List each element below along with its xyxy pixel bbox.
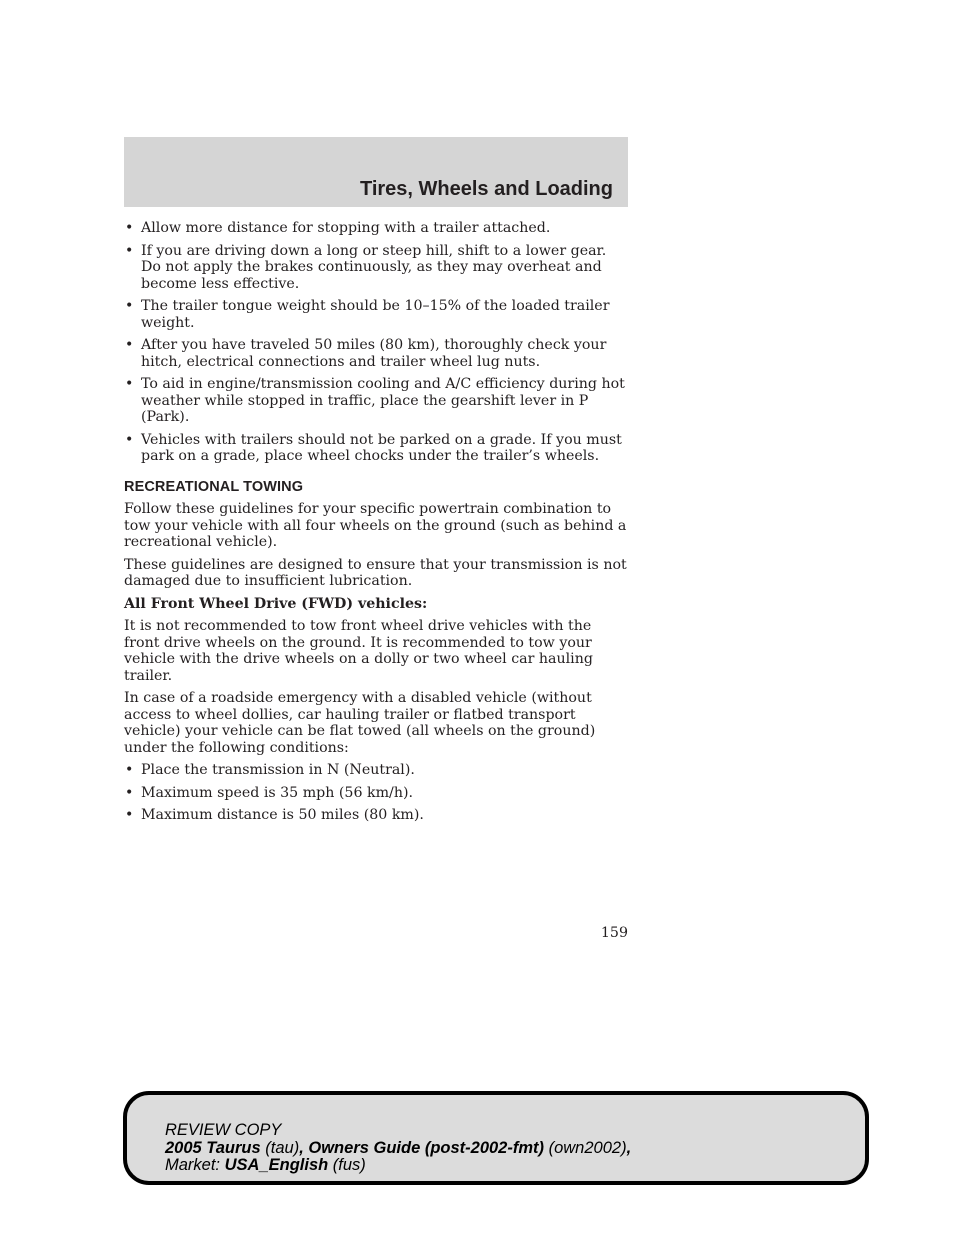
list-item: • If you are driving down a long or steep hill, shift to a lower gear. Do not apply the brakes continuously, as they may overheat and become less effective. (125, 242, 607, 292)
footer-text (165, 1122, 631, 1175)
bullet-icon: • (125, 376, 134, 392)
review-copy-footer (123, 1091, 869, 1185)
bullet-icon: • (125, 242, 134, 259)
bullet-icon: • (125, 220, 134, 236)
bullet-icon: • (125, 807, 134, 823)
footer-review-label: REVIEW COPY (165, 1121, 282, 1139)
paragraph: It is not recommended to tow front wheel drive vehicles with the front drive wheels on the ground. It is recommended to tow your vehicle with the drive wheels on a dolly or two wheel car hauling trailer. (124, 618, 593, 684)
list-item: • Vehicles with trailers should not be parked on a grade. If you must park on a grade, place wheel chocks under the trailer’s wheels. (125, 431, 622, 464)
bullet-icon: • (125, 784, 134, 801)
bullet-icon: • (125, 298, 134, 314)
paragraph: These guidelines are designed to ensure that your transmission is not damaged due to insufficient lubrication. (124, 556, 627, 589)
section-heading: RECREATIONAL TOWING (124, 478, 304, 495)
page-number: 159 (600, 925, 628, 941)
subheading: All Front Wheel Drive (FWD) vehicles: (124, 595, 428, 612)
footer-publication-line: 2005 Taurus (tau), Owners Guide (post-2002-fmt) (own2002), (165, 1138, 632, 1157)
list-item: • After you have traveled 50 miles (80 km), thoroughly check your hitch, electrical connections and trailer wheel lug nuts. (125, 337, 607, 370)
list-item: • Allow more distance for stopping with a trailer attached. (125, 220, 551, 236)
bullet-icon: • (125, 762, 134, 778)
page-title: Tires, Wheels and Loading (359, 178, 613, 200)
list-item: • To aid in engine/transmission cooling and A/C efficiency during hot weather while stopped in traffic, place the gearshift lever in P (Park). (125, 376, 625, 425)
paragraph: In case of a roadside emergency with a disabled vehicle (without access to wheel dollies, car hauling trailer or flatbed transport vehicle) your vehicle can be flat towed (all wheels on the ground) under the following conditions: (124, 690, 596, 756)
list-item: • Place the transmission in N (Neutral). (125, 762, 415, 778)
list-item: • The trailer tongue weight should be 10–15% of the loaded trailer weight. (125, 298, 610, 331)
bullet-list-top (124, 220, 628, 465)
bullet-list-bottom (124, 762, 628, 824)
section-header-band (124, 137, 628, 207)
list-item: • Maximum speed is 35 mph (56 km/h). (125, 784, 414, 801)
footer-market-line: Market: USA_English (fus) (165, 1156, 366, 1174)
bullet-icon: • (125, 337, 134, 353)
bullet-icon: • (125, 431, 134, 448)
list-item: • Maximum distance is 50 miles (80 km). (125, 807, 424, 823)
paragraph: Follow these guidelines for your specific powertrain combination to tow your vehicle with all four wheels on the ground (such as behind a recreational vehicle). (124, 501, 627, 550)
page-body (124, 220, 628, 830)
